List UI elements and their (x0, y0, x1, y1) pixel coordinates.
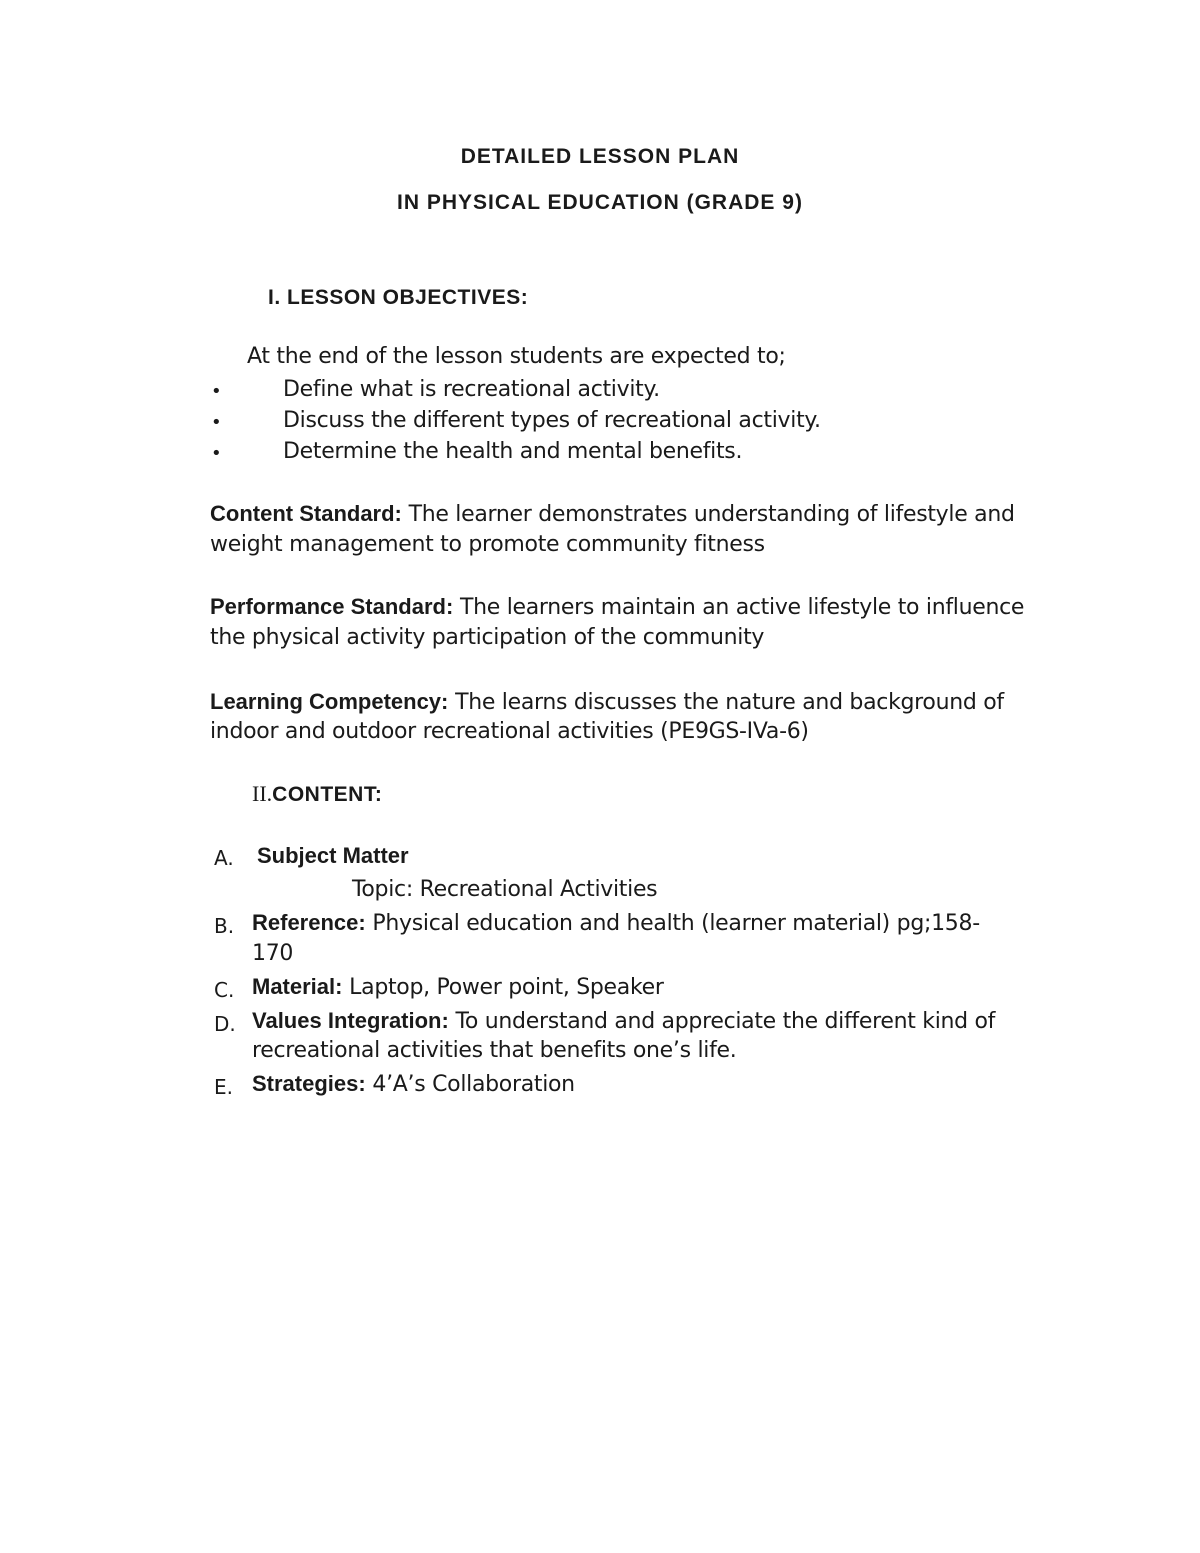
bullet-icon: • (211, 381, 222, 402)
values-integration-text-cont: recreational activities that benefits one’s life. (252, 1038, 737, 1063)
list-letter: A. (214, 846, 234, 870)
list-letter: B. (214, 914, 235, 938)
document-title-line1: DETAILED LESSON PLAN (460, 145, 740, 168)
content-heading-label: CONTENT: (272, 783, 383, 806)
reference-text: Physical education and health (learner material) pg;158- (365, 911, 980, 936)
objective-item: Define what is recreational activity. (283, 377, 660, 402)
content-heading-numeral: II. (252, 781, 273, 806)
strategies-item (252, 1071, 575, 1097)
objectives-heading: I. LESSON OBJECTIVES: (268, 286, 529, 309)
reference-label: Reference: (252, 910, 366, 935)
values-integration-item (252, 1008, 995, 1034)
performance-standard-text: The learners maintain an active lifestyle to influence (453, 595, 1025, 620)
learning-competency-text-cont: indoor and outdoor recreational activities (PE9GS-IVa-6) (210, 719, 809, 744)
topic-line: Topic: Recreational Activities (352, 877, 658, 902)
learning-competency-text: The learns discusses the nature and background of (448, 690, 1004, 715)
material-label: Material: (252, 974, 343, 999)
reference-item (252, 910, 980, 936)
content-standard (210, 501, 1015, 527)
content-standard-text-cont: weight management to promote community fitness (210, 532, 765, 557)
objectives-intro: At the end of the lesson students are expected to; (247, 344, 786, 369)
objective-item: Determine the health and mental benefits. (283, 439, 743, 464)
list-letter: E. (214, 1075, 233, 1099)
performance-standard-label: Performance Standard: (210, 594, 454, 619)
list-letter: C. (214, 978, 235, 1002)
material-item (252, 974, 664, 1000)
subject-matter-label: Subject Matter (257, 843, 409, 868)
reference-text-cont: 170 (252, 941, 294, 966)
strategies-text: 4’A’s Collaboration (365, 1072, 575, 1097)
content-standard-label: Content Standard: (210, 501, 402, 526)
learning-competency-label: Learning Competency: (210, 689, 449, 714)
bullet-icon: • (211, 412, 222, 433)
content-heading (252, 781, 382, 807)
performance-standard-text-cont: the physical activity participation of the community (210, 625, 765, 650)
strategies-label: Strategies: (252, 1071, 366, 1096)
learning-competency (210, 689, 1004, 715)
objective-item: Discuss the different types of recreational activity. (283, 408, 821, 433)
list-letter: D. (214, 1012, 236, 1036)
performance-standard (210, 594, 1024, 620)
document-title-line2: IN PHYSICAL EDUCATION (GRADE 9) (397, 191, 803, 214)
material-text: Laptop, Power point, Speaker (342, 975, 664, 1000)
content-standard-text: The learner demonstrates understanding of lifestyle and (401, 502, 1015, 527)
values-integration-label: Values Integration: (252, 1008, 449, 1033)
bullet-icon: • (211, 443, 222, 464)
values-integration-text: To understand and appreciate the different kind of (448, 1009, 996, 1034)
